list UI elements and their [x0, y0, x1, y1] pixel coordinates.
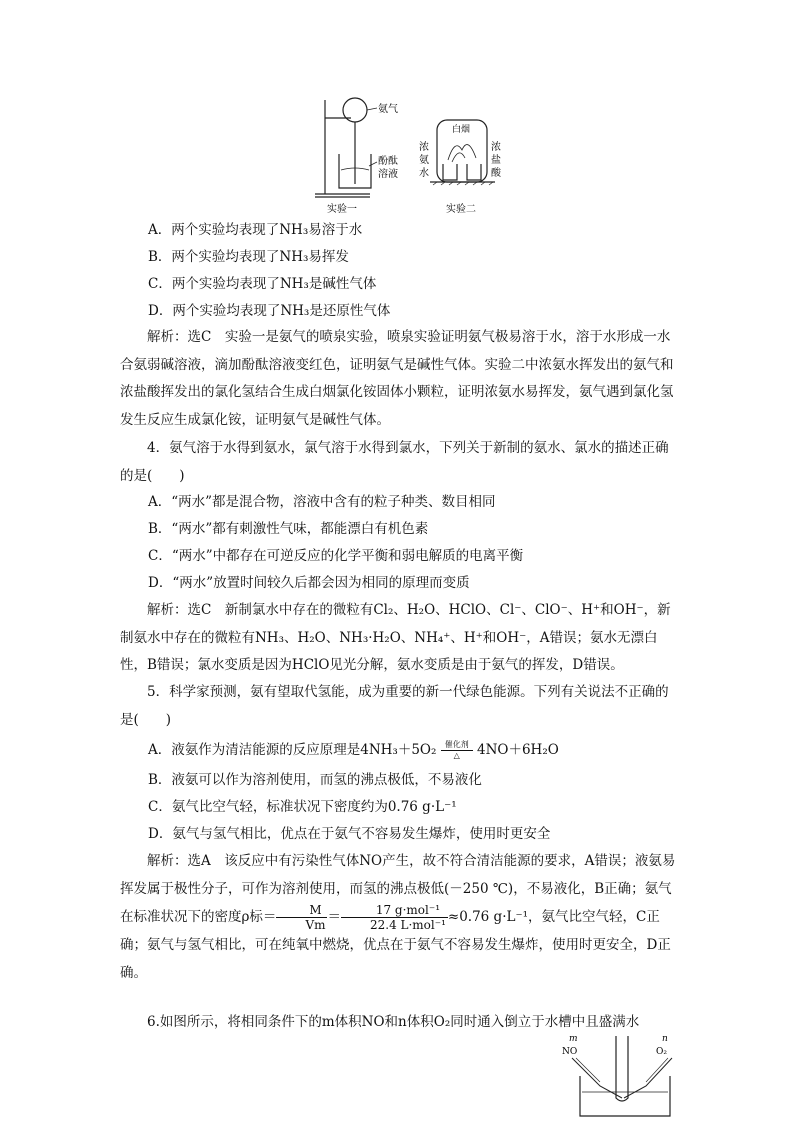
n-label: n	[662, 1034, 668, 1044]
q6-stem: 6.如图所示，将相同条件下的m体积NO和n体积O₂同时通入倒立于水槽中且盛满水	[147, 1014, 640, 1030]
q5-option-b: B．液氨可以作为溶剂使用，而氢的沸点极低，不易液化	[148, 772, 482, 788]
density-symbol: ρ标＝	[241, 909, 277, 925]
phenol-label-1: 酚酞	[378, 156, 398, 167]
density-fraction-1	[276, 903, 327, 932]
catalyst-arrow	[441, 741, 473, 760]
q5-option-c: C．氨气比空气轻，标准状况下密度约为0.76 g·L⁻¹	[148, 799, 457, 815]
q3-option-c: C．两个实验均表现了NH₃是碱性气体	[148, 276, 377, 292]
heat-symbol: △	[453, 751, 460, 760]
m-label: m	[569, 1034, 578, 1044]
white-smoke-label: 白烟	[452, 125, 471, 135]
conc-ammonia-label-1: 浓	[419, 142, 429, 153]
q5-option-a-right: 4NO＋6H₂O	[477, 742, 559, 758]
q4-option-a: A．“两水”都是混合物，溶液中含有的粒子种类、数目相同	[148, 494, 496, 510]
experiment-one-label: 实验一	[327, 204, 357, 215]
q3-option-d: D．两个实验均表现了NH₃是还原性气体	[148, 303, 391, 319]
conc-hcl-label-1: 浓	[491, 142, 501, 153]
q3-analysis: 解析：选C 实验一是氨气的喷泉实验，喷泉实验证明氨气极易溶于水，溶于水形成一水合氨弱碱溶液，滴加酚酞溶液变红色，证明氨气是碱性气体。实验二中浓氨水挥发出的氨气和浓盐酸挥发出的氯化氢结合生成白烟氯化铵固体小颗粒，证明浓氨水易挥发，氨气遇到氯化氢发生反应生成氯化铵，证明氨气是碱性气体。	[120, 329, 674, 428]
ammonia-label: 氨气	[378, 104, 398, 115]
q5-stem: 5．科学家预测，氨有望取代氢能，成为重要的新一代绿色能源。下列有关说法不正确的是( )	[120, 684, 669, 728]
q4-option-b: B．“两水”都有刺激性气味，都能漂白有机色素	[148, 521, 429, 537]
experiment-two-label: 实验二	[446, 204, 476, 215]
phenol-label-2: 溶液	[378, 169, 398, 180]
q5-analysis-part2: ≈0.76 g·L⁻¹，氨气比空气轻，C正确；氨气与氢气相比，可在纯氧中燃烧，优点在于氨气不容易发生爆炸，使用时更安全，D正确。	[120, 909, 671, 981]
q5-option-a	[148, 740, 559, 760]
o2-label: O₂	[656, 1047, 667, 1057]
frac2-numerator: 17 g·mol⁻¹	[341, 903, 448, 918]
q5-option-d: D．氨气与氢气相比，优点在于氨气不容易发生爆炸，使用时更安全	[148, 826, 551, 842]
equals-sign: ＝	[327, 909, 341, 925]
q5-analysis	[120, 848, 678, 987]
frac1-numerator: M	[276, 903, 327, 918]
q5-option-a-left: A．液氨作为清洁能源的反应原理是4NH₃＋5O₂	[148, 742, 437, 758]
density-fraction-2	[341, 903, 448, 932]
experiment-figure	[315, 92, 515, 220]
no-label: NO	[562, 1047, 578, 1057]
conc-hcl-label-2: 盐	[491, 155, 501, 166]
q5-analysis-part1: 解析：选A 该反应中有污染性气体NO产生，故不符合清洁能源的要求，A错误；液氨易挥发属于极性分子，可作为溶剂使用，而氢的沸点极低(－250 ℃)，不易液化，B正确；氨气在标准状况下的密度	[120, 853, 676, 925]
conc-hcl-label-3: 酸	[491, 168, 501, 179]
q4-analysis: 解析：选C 新制氯水中存在的微粒有Cl₂、H₂O、HClO、Cl⁻、ClO⁻、H⁺和OH⁻，新制氨水中存在的微粒有NH₃、H₂O、NH₃·H₂O、NH₄⁺、H⁺和OH⁻，A错误；氨水无漂白性，B错误；氯水变质是因为HClO见光分解，氨水变质是由于氨气的挥发，D错误。	[120, 602, 671, 673]
frac2-denominator: 22.4 L·mol⁻¹	[369, 918, 446, 932]
conc-ammonia-label-3: 水	[419, 168, 429, 179]
q3-option-a: A．两个实验均表现了NH₃易溶于水	[148, 222, 363, 238]
q4-option-c: C．“两水”中都存在可逆反应的化学平衡和弱电解质的电离平衡	[148, 548, 524, 564]
frac1-denominator: Vm	[305, 918, 326, 932]
trough-figure	[560, 1032, 690, 1120]
q4-option-d: D．“两水”放置时间较久后都会因为相同的原理而变质	[148, 575, 470, 591]
conc-ammonia-label-2: 氨	[419, 155, 429, 166]
catalyst-label: 催化剂	[444, 740, 469, 749]
experiment-one-apparatus	[315, 98, 377, 197]
q4-stem: 4．氨气溶于水得到氨水，氯气溶于水得到氯水，下列关于新制的氨水、氯水的描述正确的是( )	[120, 440, 669, 484]
q3-option-b: B．两个实验均表现了NH₃易挥发	[148, 249, 349, 265]
